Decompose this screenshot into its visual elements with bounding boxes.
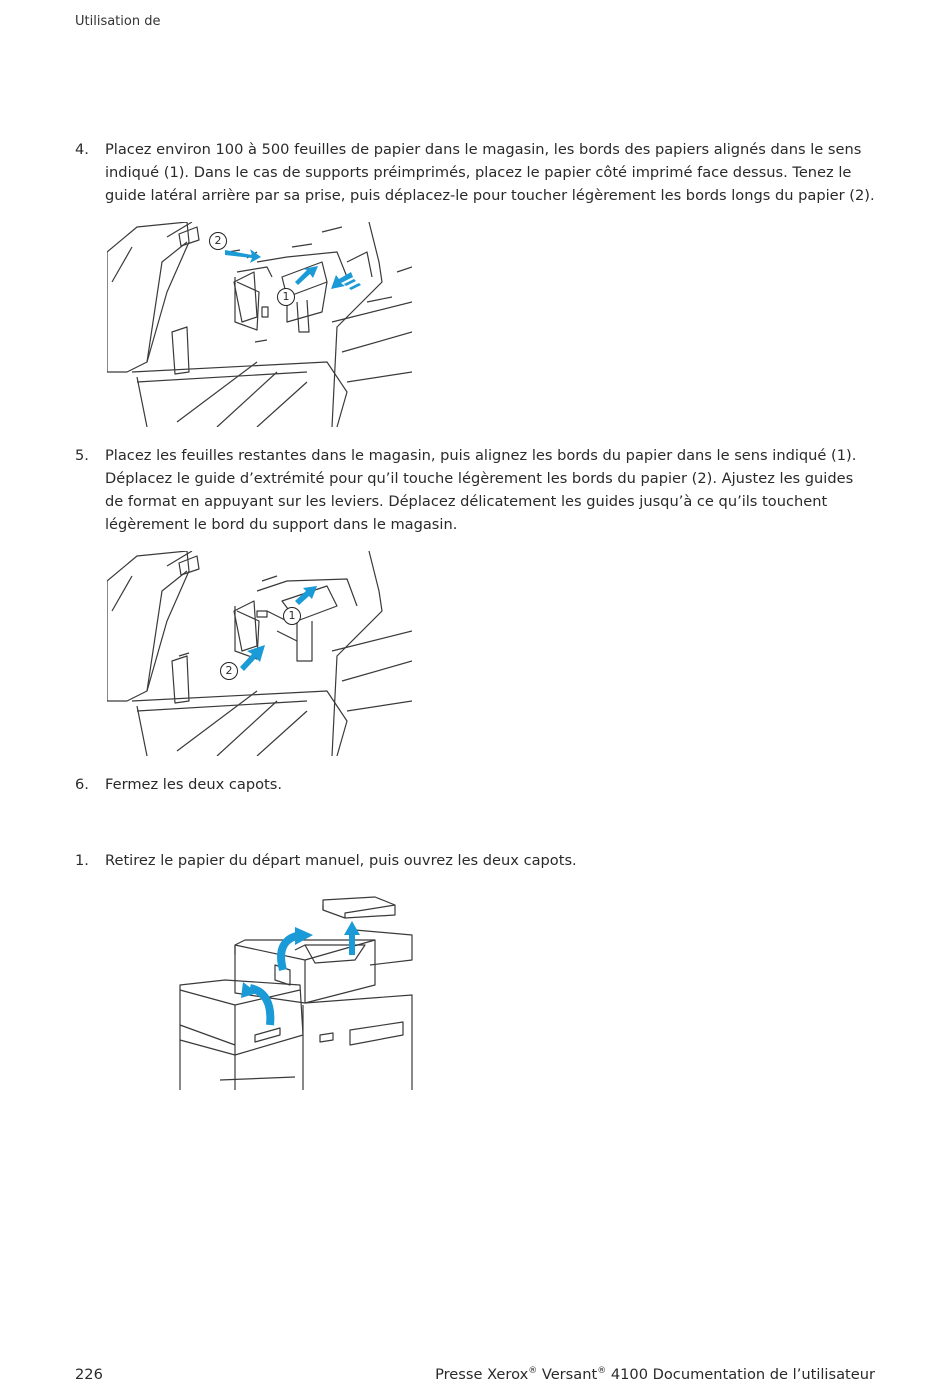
step-text: Placez environ 100 à 500 feuilles de papier dans le magasin, les bords des papiers alignés dans le sens indiqué (1). Dans le cas de supports préimprimés, placez le papier côté imprimé face dessus. Tenez le guide latéral arrière par sa prise, puis déplacez-le pour toucher légèrement les bords longs du papier (2).	[105, 141, 875, 204]
callout-2: 2	[209, 232, 227, 250]
registered-mark: ®	[528, 1366, 538, 1377]
step-number: 1.	[75, 852, 89, 869]
document-title	[435, 1366, 875, 1383]
step-1-open-covers	[75, 849, 875, 872]
registered-mark: ®	[597, 1366, 607, 1377]
step-text: Placez les feuilles restantes dans le magasin, puis alignez les bords du papier dans le sens indiqué (1). Déplacez le guide d’extrémité pour qu’il touche légèrement les bords du papier (2). Ajustez les guides de format en appuyant sur les leviers. Déplacez délicatement les guides jusqu’à ce qu’ils touchent légèrement le bord du support dans le magasin.	[105, 447, 857, 533]
step-number: 5.	[75, 447, 89, 464]
title-part: 4100 Documentation de l’utilisateur	[606, 1366, 875, 1383]
figure-tray-load-paper	[107, 222, 412, 427]
step-6	[75, 773, 875, 796]
title-part: Presse Xerox	[435, 1366, 529, 1383]
callout-1: 1	[283, 607, 301, 625]
step-4	[75, 138, 875, 207]
title-part: Versant	[537, 1366, 598, 1383]
step-number: 6.	[75, 776, 89, 793]
callout-1: 1	[277, 288, 295, 306]
page-number: 226	[75, 1366, 103, 1383]
running-header: Utilisation de	[75, 14, 161, 29]
step-5	[75, 444, 875, 536]
step-number: 4.	[75, 141, 89, 158]
step-text: Fermez les deux capots.	[105, 776, 282, 793]
step-text: Retirez le papier du départ manuel, puis ouvrez les deux capots.	[105, 852, 577, 869]
callout-2: 2	[220, 662, 238, 680]
figure-tray-adjust-guides	[107, 551, 412, 756]
figure-open-covers	[175, 885, 415, 1090]
